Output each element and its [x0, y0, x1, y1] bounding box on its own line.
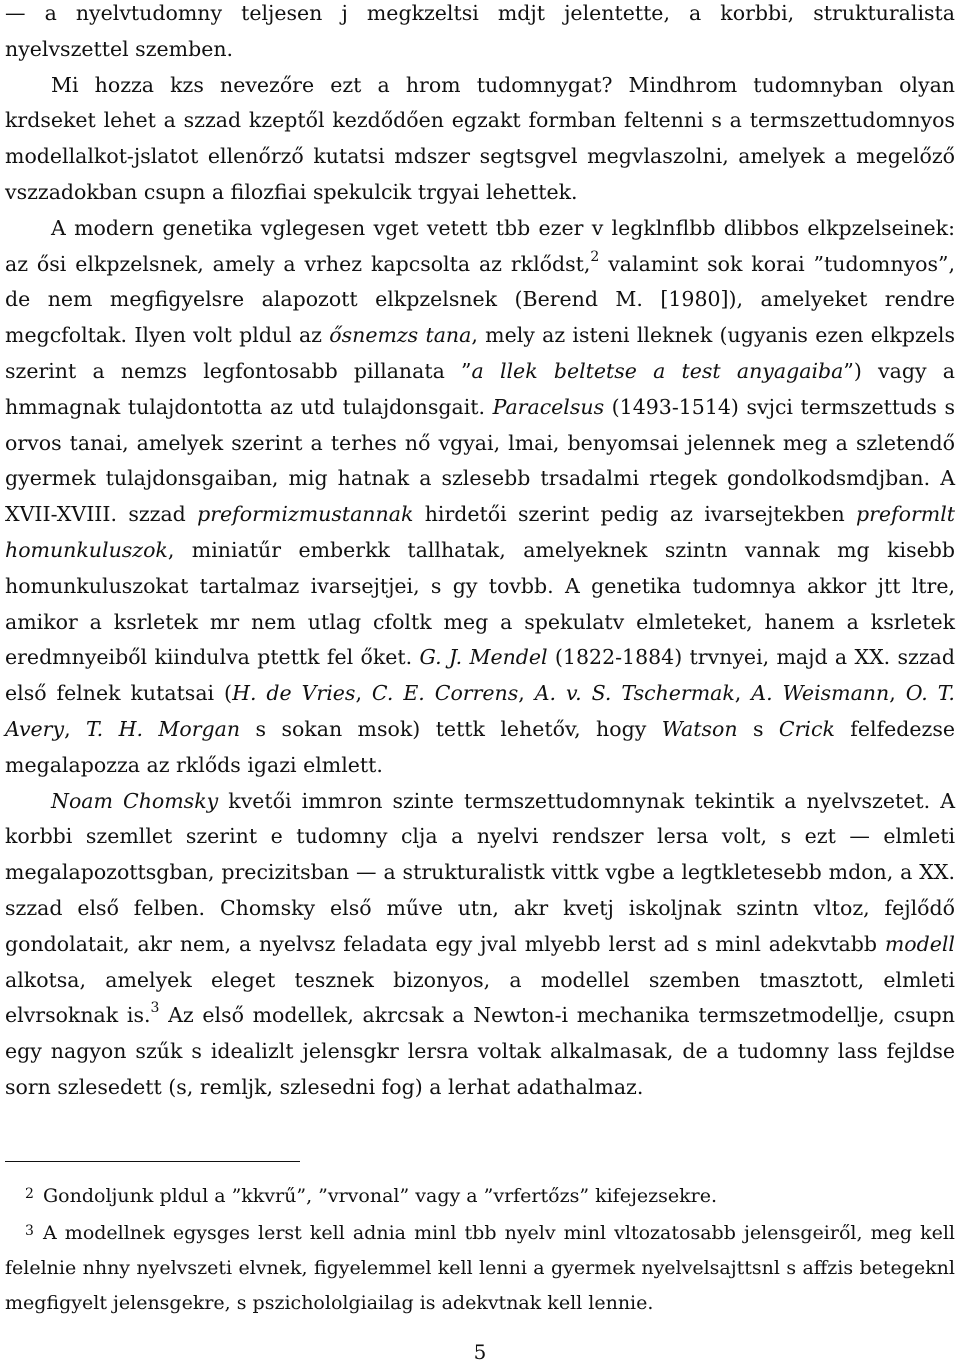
- italic-text: A. v. S. Tschermak: [534, 681, 735, 706]
- footnote-reference: 3: [150, 1000, 160, 1017]
- paragraph: [5, 784, 955, 1106]
- footnote: [5, 1214, 955, 1321]
- body-text: [5, 0, 955, 1106]
- italic-text: Watson: [661, 716, 738, 741]
- italic-text: Noam Chomsky: [51, 788, 219, 813]
- footnote-mark: 3: [25, 1223, 34, 1239]
- italic-text: O. T. Avery: [5, 681, 955, 741]
- paragraph: [5, 211, 955, 784]
- text-run: hirdetői szerint pedig az ivarsejtekben: [413, 502, 856, 527]
- italic-text: A. Weismann: [751, 681, 890, 706]
- italic-text: preformlt homunkuluszok: [5, 502, 956, 562]
- italic-text: preformizmustannak: [197, 502, 414, 527]
- italic-text: C. E. Correns: [371, 681, 519, 706]
- text-run: s: [737, 716, 779, 741]
- paragraph: [5, 0, 955, 68]
- italic-text: T. H. Morgan: [86, 716, 241, 741]
- text-run: ,: [518, 681, 535, 706]
- text-run: alkotsa, amelyek eleget tesznek bizonyos, a modellel szemben tmasztott, elmleti elvrsoknak is.: [5, 967, 955, 1028]
- footnote-mark: 2: [25, 1186, 34, 1202]
- italic-text: modell: [884, 931, 955, 956]
- text-run: s sokan msok) tettk lehetőv, hogy: [240, 716, 662, 741]
- text-run: ,: [734, 681, 752, 706]
- italic-text: ősnemzs tana: [329, 323, 472, 348]
- footnote-divider: [5, 1161, 300, 1162]
- text-run: valamint sok korai ”tudomnyos”, de nem megfigyelsre alapozott elkpzelsnek (Berend M. [1980]), amelyeket rendre megcfoltak. Ilyen volt pldul az: [5, 251, 955, 348]
- footnote-reference: 2: [590, 248, 600, 265]
- text-run: Az első modellek, akrcsak a Newton-i mechanika termszetmodellje, csupn egy nagyon szűk s idealizlt jelensgkr lersra voltak alkalmasak, de a tudomny lass fejldse sorn szlesedett (s, remljk, szlesedni fog) a lerhat adathalmaz.: [5, 1003, 956, 1099]
- text-run: A modern genetika vglegesen vget vetett tbb ezer v legklnflbb dlibbos elkpzelseinek: az ősi elkpzelsnek, amely a vrhez kapcsolta az rklődst,: [5, 215, 955, 276]
- text-run: (1493-1514) svjci termszettuds s orvos tanai, amelyek szerint a terhes nő vgyai, lmai, benyomsai jelennek meg a szletendő gyermek tulajdonsgaiban, mig hatnak a szlesebb trsadalmi rtegek gondolkodsmdjban. A XVII-XVIII. szzad: [5, 394, 955, 527]
- text-run: ”) vagy a hmmagnak tulajdontotta az utd tulajdonsgait.: [5, 358, 955, 419]
- italic-text: Paracelsus: [492, 394, 605, 419]
- text-run: ,: [889, 681, 906, 706]
- italic-text: Crick: [778, 716, 835, 741]
- text-run: ,: [355, 681, 372, 706]
- text-run: felfedezse megalapozza az rklőds igazi elmlett.: [5, 716, 955, 777]
- page-number: 5: [473, 1340, 487, 1364]
- text-run: , mely az isteni lleknek (ugyanis ezen elkpzels szerint a nemzs legfontosabb pillanata ”: [5, 323, 955, 383]
- text-run: , miniatűr emberkk tallhatak, amelyeknek szintn vannak mg kisebb homunkuluszokat tartalmaz ivarsejtjei, s gy tovbb. A genetika tudomnya akkor jtt ltre, amikor a ksrletek mr nem utlag cfoltk meg a spekulatv elmleteket, hanem a ksrletek eredmnyeiből kiindulva ptettk fel őket.: [5, 537, 955, 670]
- italic-text: G. J. Mendel: [419, 645, 548, 670]
- footnote: [5, 1177, 955, 1214]
- text-run: kvetői immron szinte termszettudomnynak tekintik a nyelvszetet. A korbbi szemllet szerint e tudomny clja a nyelvi rendszer lersa volt, s ezt — elmleti megalapozottsgban, precizitsban — a strukturalistk vittk vgbe a legtkletesebb mdon, a XX. szzad első felben. Chomsky első műve utn, akr kvetj iskoljnak szintn vltoz, fejlődő gondolatait, akr nem, a nyelvsz feladata egy jval mlyebb lerst ad s minl adekvtabb: [5, 788, 955, 956]
- italic-text: H. de Vries: [232, 681, 356, 706]
- text-run: Mi hozza kzs nevezőre ezt a hrom tudomnygat? Mindhrom tudomnyban olyan krdseket lehet a szzad kzeptől kezdődően egzakt formban feltenni s a termszettudomnyos modellalkot-jslatot ellenőrző kutatsi mdszer segtsgvel megvlaszolni, amelyek a megelőző vszzadokban csupn a filozfiai spekulcik trgyai lehettek.: [5, 72, 955, 204]
- footnote-text: A modellnek egysges lerst kell adnia minl tbb nyelv minl vltozatosabb jelensgeiről, meg kell felelnie nhny nyelvszeti elvnek, figyelemmel kell lenni a gyermek nyelvelsajttsnl s affzis betegeknl megfigyelt jelensgekre, s pszichololgiailag is adekvtnak kell lennie.: [5, 1222, 955, 1314]
- italic-text: a llek beltetse a test anyagaiba: [471, 358, 844, 383]
- paragraph: [5, 68, 955, 211]
- footnotes: [5, 1177, 955, 1321]
- footnote-text: Gondoljunk pldul a ”kkvrű”, ”vrvonal” vagy a ”vrfertőzs” kifejezsekre.: [43, 1185, 717, 1207]
- text-run: (1822-1884) trvnyei, majd a XX. szzad első felnek kutatsai (: [5, 645, 955, 706]
- text-run: ,: [64, 716, 87, 741]
- text-run: — a nyelvtudomny teljesen j megkzeltsi mdjt jelentette, a korbbi, strukturalista nyelvszettel szemben.: [5, 1, 955, 61]
